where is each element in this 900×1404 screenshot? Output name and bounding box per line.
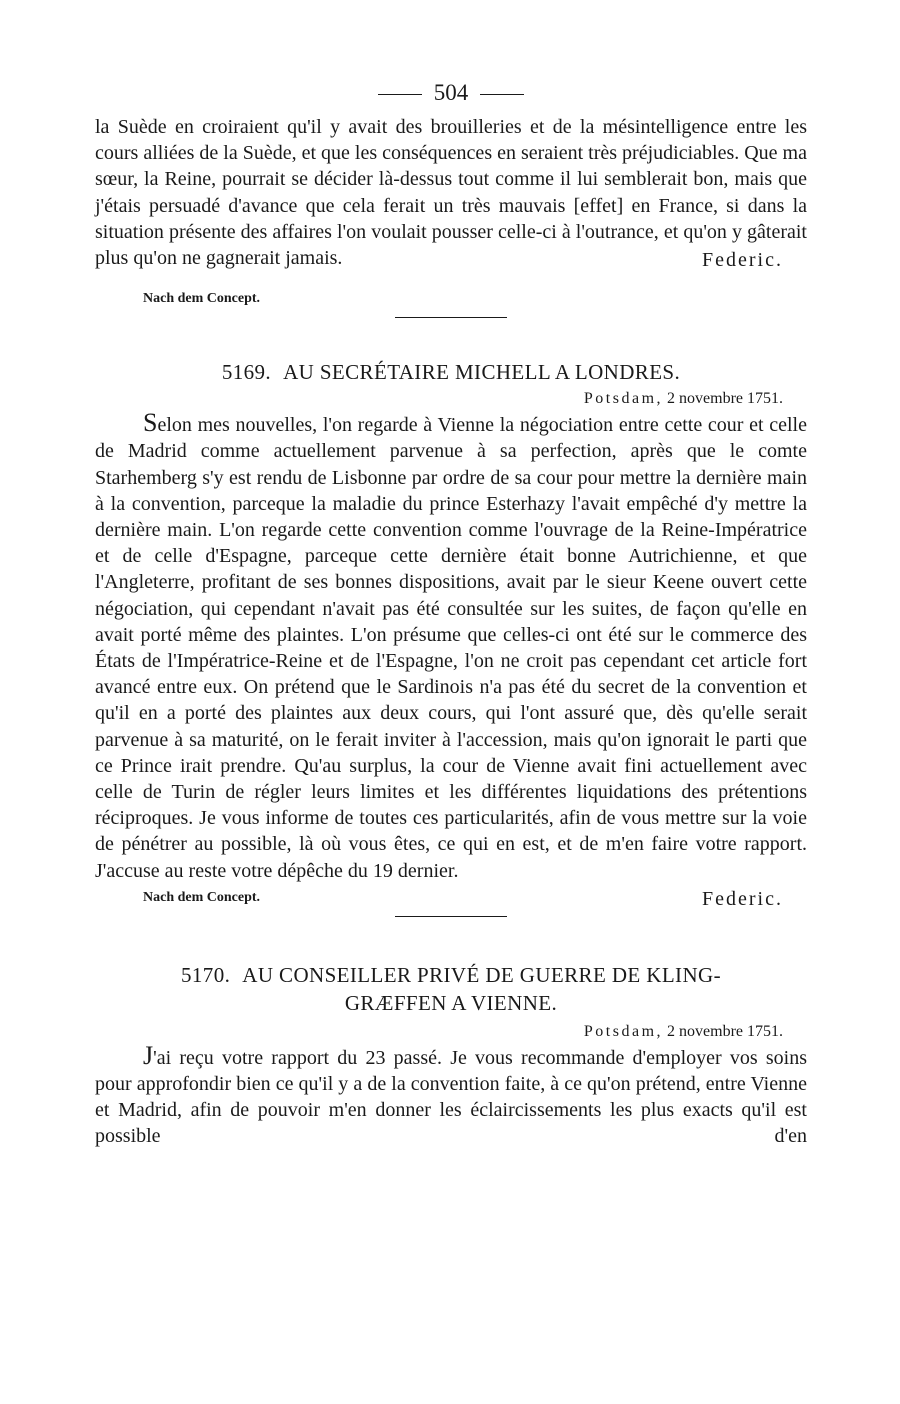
header-dash-right: [480, 94, 524, 95]
book-page: [95, 80, 807, 1150]
letter-5170-heading-2: GRÆFFEN A VIENNE.: [344, 990, 558, 1015]
letter-5169-body: [95, 410, 807, 884]
top-source-note: Nach dem Concept.: [143, 291, 261, 307]
letter-5169-date: [95, 390, 783, 408]
section-divider: [395, 317, 507, 318]
letter-5170-initial: J: [143, 1040, 154, 1070]
letter-5169-heading: AU SECRÉTAIRE MICHELL A LONDRES.: [283, 360, 681, 385]
letter-5170-date-rest: 2 novembre 1751.: [667, 1022, 783, 1040]
section-divider-2: [395, 916, 507, 917]
letter-5170-date-place: Potsdam,: [583, 1022, 664, 1040]
letter-5170-body: [95, 1040, 807, 1150]
top-signature-row: [95, 249, 807, 285]
letter-5169-footer: [95, 886, 807, 912]
letter-5169-source-note: Nach dem Concept.: [143, 889, 261, 905]
letter-5169-date-rest: 2 novembre 1751.: [667, 390, 783, 408]
top-paragraph: la Suède en croiraient qu'il y avait des brouilleries et de la mésintelligence entre les cours alliées de la Suède, et que les conséquences en seraient très préjudiciables. Que ma sœur, la Reine, pourrait se décider là-dessus tout comme il lui semblerait bon, mais que j'étais persuadé d'avance que cela ferait un très mauvais [effet] en France, si dans la situation présente des affaires l'on voulait pousser celle-ci à l'outrance, et qu'on y gâterait plus qu'on ne gagnerait jamais.: [95, 116, 807, 270]
letter-5170-date: [95, 1023, 783, 1041]
letter-5169-initial: S: [143, 408, 158, 438]
page-header: [95, 80, 807, 106]
letter-5170-heading-1: AU CONSEILLER PRIVÉ DE GUERRE DE KLING-: [242, 962, 721, 987]
letter-5170-number: 5170.: [181, 962, 231, 987]
letter-5169-signature: Federic.: [702, 887, 783, 910]
letter-5169-title: [95, 358, 807, 386]
letter-5169-text: elon mes nouvelles, l'on regarde à Vienne la négociation entre cette cour et celle de Madrid comme actuellement parvenue à sa perfection, après que le comte Starhemberg s'y est rendu de Lisbonne par ordre de sa cour pour mettre la dernière main à la convention, parceque la maladie du prince Esterhazy l'avait empêché d'y mettre la dernière main. L'on regarde cette convention comme l'ouvrage de la Reine-Impératrice et de celle d'Espagne, parceque cette dernière était bonne Autrichienne, et que l'Angleterre, profitant de ses bonnes dispositions, avait par le sieur Keene ouvert cette négociation, qui cependant n'avait pas été consultée sur les suites, de façon qu'elle en avait porté même des plaintes. L'on présume que celles-ci ont été sur le commerce des États de l'Impératrice-Reine et de l'Espagne, l'on ne croit pas cependant cet article fort avancé entre eux. On prétend que le Sardinois n'a pas été du secret de la convention et qu'il en a porté des plaintes aux deux cours, qui l'ont assuré que, dès qu'elle serait parvenue à sa maturité, on le ferait inviter à l'accession, mais qu'on ignorait le parti que ce Prince irait prendre. Qu'au surplus, la cour de Vienne avait fini actuellement avec celle de Turin de régler leurs limites et les différentes liquidations des prétentions réciproques. Je vous informe de toutes ces particularités, afin de vous mettre sur la voie de pénétrer au possible, là où vous êtes, ce qui en est, et de m'en faire votre rapport. J'accuse au reste votre dépêche du 19 dernier.: [95, 414, 807, 882]
letter-5170-title: [95, 961, 807, 1017]
top-signature: Federic.: [702, 249, 783, 272]
header-dash-left: [378, 94, 422, 95]
letter-5170-title-line1: [95, 961, 807, 989]
page-number: 504: [433, 80, 469, 105]
letter-5170-text: 'ai reçu votre rapport du 23 passé. Je vous recommande d'employer vos soins pour approfondir bien ce qu'il y a de la convention faite, à ce qu'on prétend, entre Vienne et Madrid, afin de pouvoir m'en donner les éclaircissements les plus exacts qu'il est possible d'en: [95, 1046, 807, 1148]
letter-5169-date-place: Potsdam,: [583, 390, 664, 408]
letter-5169-number: 5169.: [221, 360, 272, 385]
